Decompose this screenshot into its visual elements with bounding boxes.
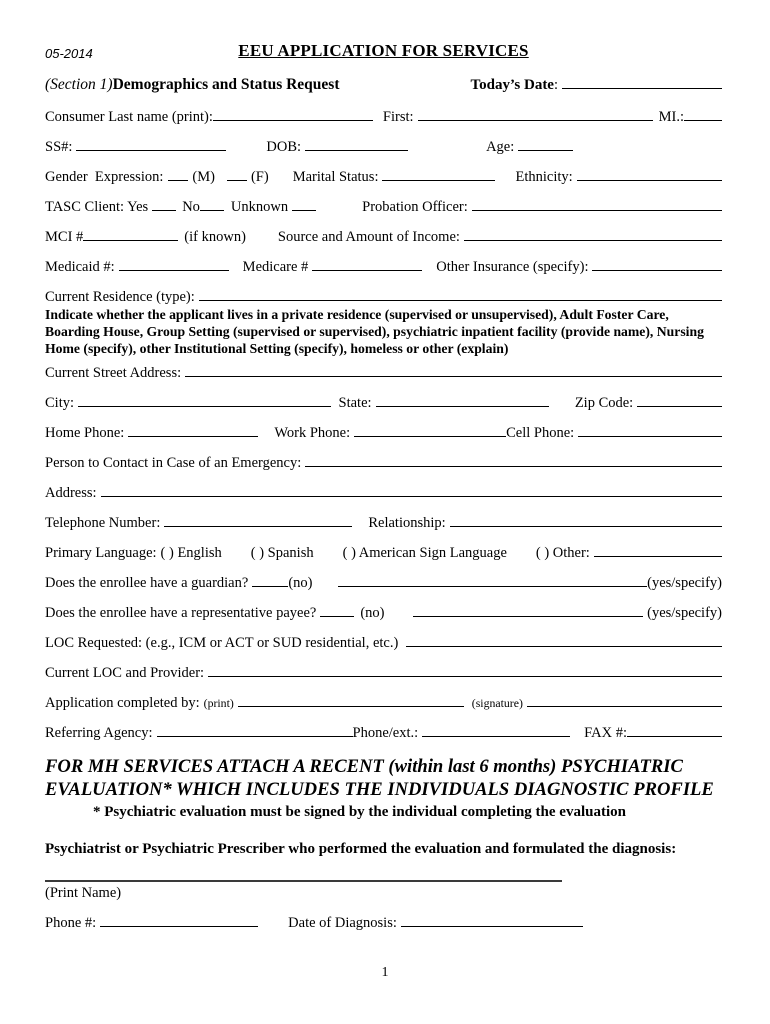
tasc-unknown-field[interactable] [292,199,316,211]
medicare-label: Medicare # [242,259,309,275]
first-name-label: First: [382,109,414,125]
gender-f-label: (F) [250,169,269,185]
section-title: Demographics and Status Request [112,76,340,93]
first-name-field[interactable] [418,109,653,121]
payee-no-field[interactable] [320,605,354,617]
ids-row [45,138,722,156]
current-loc-row [45,664,722,682]
prescriber-phone-label: Phone #: [45,915,97,931]
payee-row [45,604,722,622]
address-label: Address: [45,485,97,501]
work-phone-field[interactable] [354,425,506,437]
city-field[interactable] [78,395,331,407]
diagnosis-row [45,914,722,932]
form-header [45,42,722,62]
gender-f-field[interactable] [227,169,247,181]
completed-by-signature-field[interactable] [527,695,722,707]
referring-agency-field[interactable] [157,725,353,737]
work-phone-label: Work Phone: [274,425,351,441]
gender-m-label: (M) [192,169,215,185]
prescriber-phone-field[interactable] [100,915,258,927]
mci-field[interactable] [83,229,178,241]
payee-yes-label: (yes/specify) [643,605,722,621]
zip-field[interactable] [637,395,722,407]
income-label: Source and Amount of Income: [277,229,460,245]
payee-question-label: Does the enrollee have a representative payee? [45,605,317,621]
guardian-row [45,574,722,592]
section-row [45,76,722,94]
print-name-label: (Print Name) [45,885,122,901]
emergency-contact-field[interactable] [305,455,722,467]
income-field[interactable] [464,229,722,241]
phone-ext-field[interactable] [422,725,570,737]
probation-officer-label: Probation Officer: [362,199,468,215]
state-field[interactable] [376,395,549,407]
address-field[interactable] [101,485,722,497]
completed-by-label: Application completed by: [45,695,200,711]
mi-field[interactable] [684,109,722,121]
age-field[interactable] [518,139,573,151]
state-label: State: [338,395,372,411]
mh-services-note: * Psychiatric evaluation must be signed by the individual completing the evaluation [93,804,626,820]
payee-no-label: (no) [360,605,385,621]
loc-requested-field[interactable] [406,635,722,647]
todays-date-colon: : [553,77,558,93]
tasc-label: TASC Client: Yes [45,199,149,215]
emergency-row [45,454,722,472]
dob-label: DOB: [266,139,302,155]
guardian-yes-field[interactable] [338,575,647,587]
payee-yes-field[interactable] [413,605,644,617]
gender-label: Gender Expression: [45,169,164,185]
language-other-field[interactable] [594,545,722,557]
fax-field[interactable] [627,725,722,737]
primary-language-label: Primary Language: [45,545,157,561]
ethnicity-label: Ethnicity: [515,169,573,185]
telephone-number-label: Telephone Number: [45,515,161,531]
mh-services-heading: FOR MH SERVICES ATTACH A RECENT (within last 6 months) PSYCHIATRIC EVALUATION* WHICH INCLUDES THE INDIVIDUALS DIAGNOSTIC PROFILE [45,756,714,800]
language-spanish-option[interactable]: ( ) Spanish [250,545,314,561]
cell-phone-field[interactable] [578,425,722,437]
city-label: City: [45,395,75,411]
other-insurance-field[interactable] [592,259,722,271]
telephone-row [45,514,722,532]
zip-label: Zip Code: [574,395,634,411]
ssn-field[interactable] [76,139,226,151]
loc-requested-row [45,634,722,652]
emergency-contact-label: Person to Contact in Case of an Emergency: [45,455,302,471]
street-address-row [45,364,722,382]
tasc-no-field[interactable] [200,199,224,211]
language-row [45,544,722,562]
date-of-diagnosis-label: Date of Diagnosis: [288,915,397,931]
phones-row [45,424,722,442]
insurance-row [45,258,722,276]
street-address-label: Current Street Address: [45,365,182,381]
city-row [45,394,722,412]
fax-label: FAX #: [584,725,628,741]
consumer-last-name-label: Consumer Last name (print): [45,109,213,125]
residence-row [45,288,722,306]
home-phone-field[interactable] [128,425,258,437]
date-of-diagnosis-field[interactable] [401,915,583,927]
other-insurance-label: Other Insurance (specify): [436,259,589,275]
mci-row [45,228,722,246]
guardian-yes-label: (yes/specify) [647,575,722,591]
guardian-no-field[interactable] [252,575,288,587]
current-loc-label: Current LOC and Provider: [45,665,205,681]
marital-status-label: Marital Status: [292,169,379,185]
gender-row [45,168,722,186]
consumer-last-name-field[interactable] [213,109,373,121]
page-number: 1 [381,965,389,980]
dob-field[interactable] [305,139,408,151]
section-prefix: (Section 1) [45,76,113,93]
probation-officer-field[interactable] [472,199,722,211]
prescriber-heading: Psychiatrist or Psychiatric Prescriber who performed the evaluation and formulated the diagnosis: [45,841,677,857]
relationship-field[interactable] [450,515,722,527]
relationship-label: Relationship: [368,515,446,531]
medicaid-label: Medicaid #: [45,259,115,275]
if-known-label: (if known) [184,229,246,245]
language-asl-option[interactable]: ( ) American Sign Language [342,545,507,561]
language-english-option[interactable]: ( ) English [160,545,222,561]
completed-by-row [45,694,722,712]
referring-row [45,724,722,742]
age-label: Age: [486,139,515,155]
referring-agency-label: Referring Agency: [45,725,153,741]
guardian-no-label: (no) [288,575,313,591]
print-hint-label: (print) [203,696,234,710]
current-loc-field[interactable] [208,665,722,677]
home-phone-label: Home Phone: [45,425,125,441]
language-other-option[interactable]: ( ) Other: [535,545,590,561]
prescriber-name-field[interactable] [45,860,562,882]
medicaid-field[interactable] [119,259,229,271]
ssn-label: SS#: [45,139,73,155]
consumer-name-row [45,108,722,126]
completed-by-print-field[interactable] [238,695,464,707]
form-version: 05-2014 [45,46,93,61]
tasc-yes-field[interactable] [152,199,176,211]
tasc-row [45,198,722,216]
signature-hint-label: (signature) [471,696,523,710]
gender-m-field[interactable] [168,169,188,181]
street-address-field[interactable] [185,365,722,377]
print-name-row [45,884,722,902]
loc-requested-label: LOC Requested: (e.g., ICM or ACT or SUD residential, etc.) [45,635,399,651]
medicare-field[interactable] [312,259,422,271]
tasc-no-label: No [182,199,200,215]
address-row [45,484,722,502]
mci-label: MCI # [45,229,84,245]
residence-type-label: Current Residence (type): [45,289,195,305]
marital-status-field[interactable] [382,169,495,181]
todays-date-label: Today’s Date [470,77,554,93]
tasc-unknown-label: Unknown [230,199,289,215]
todays-date-field[interactable] [562,77,722,89]
residence-type-field[interactable] [199,289,722,301]
form-title: EEU APPLICATION FOR SERVICES [238,41,529,60]
guardian-question-label: Does the enrollee have a guardian? [45,575,249,591]
telephone-number-field[interactable] [164,515,352,527]
cell-phone-label: Cell Phone: [506,425,575,441]
mi-label: MI.: [658,109,684,125]
ethnicity-field[interactable] [577,169,722,181]
phone-ext-label: Phone/ext.: [352,725,419,741]
residence-instructions: Indicate whether the applicant lives in a private residence (supervised or unsupervised), Adult Foster Care, Boarding House, Group Setting (supervised or supervised), psychiatric inpatient facility (provide name), Nursing Home (specify), other Institutional Setting (specify), homeless or other (explain) [45,307,704,356]
